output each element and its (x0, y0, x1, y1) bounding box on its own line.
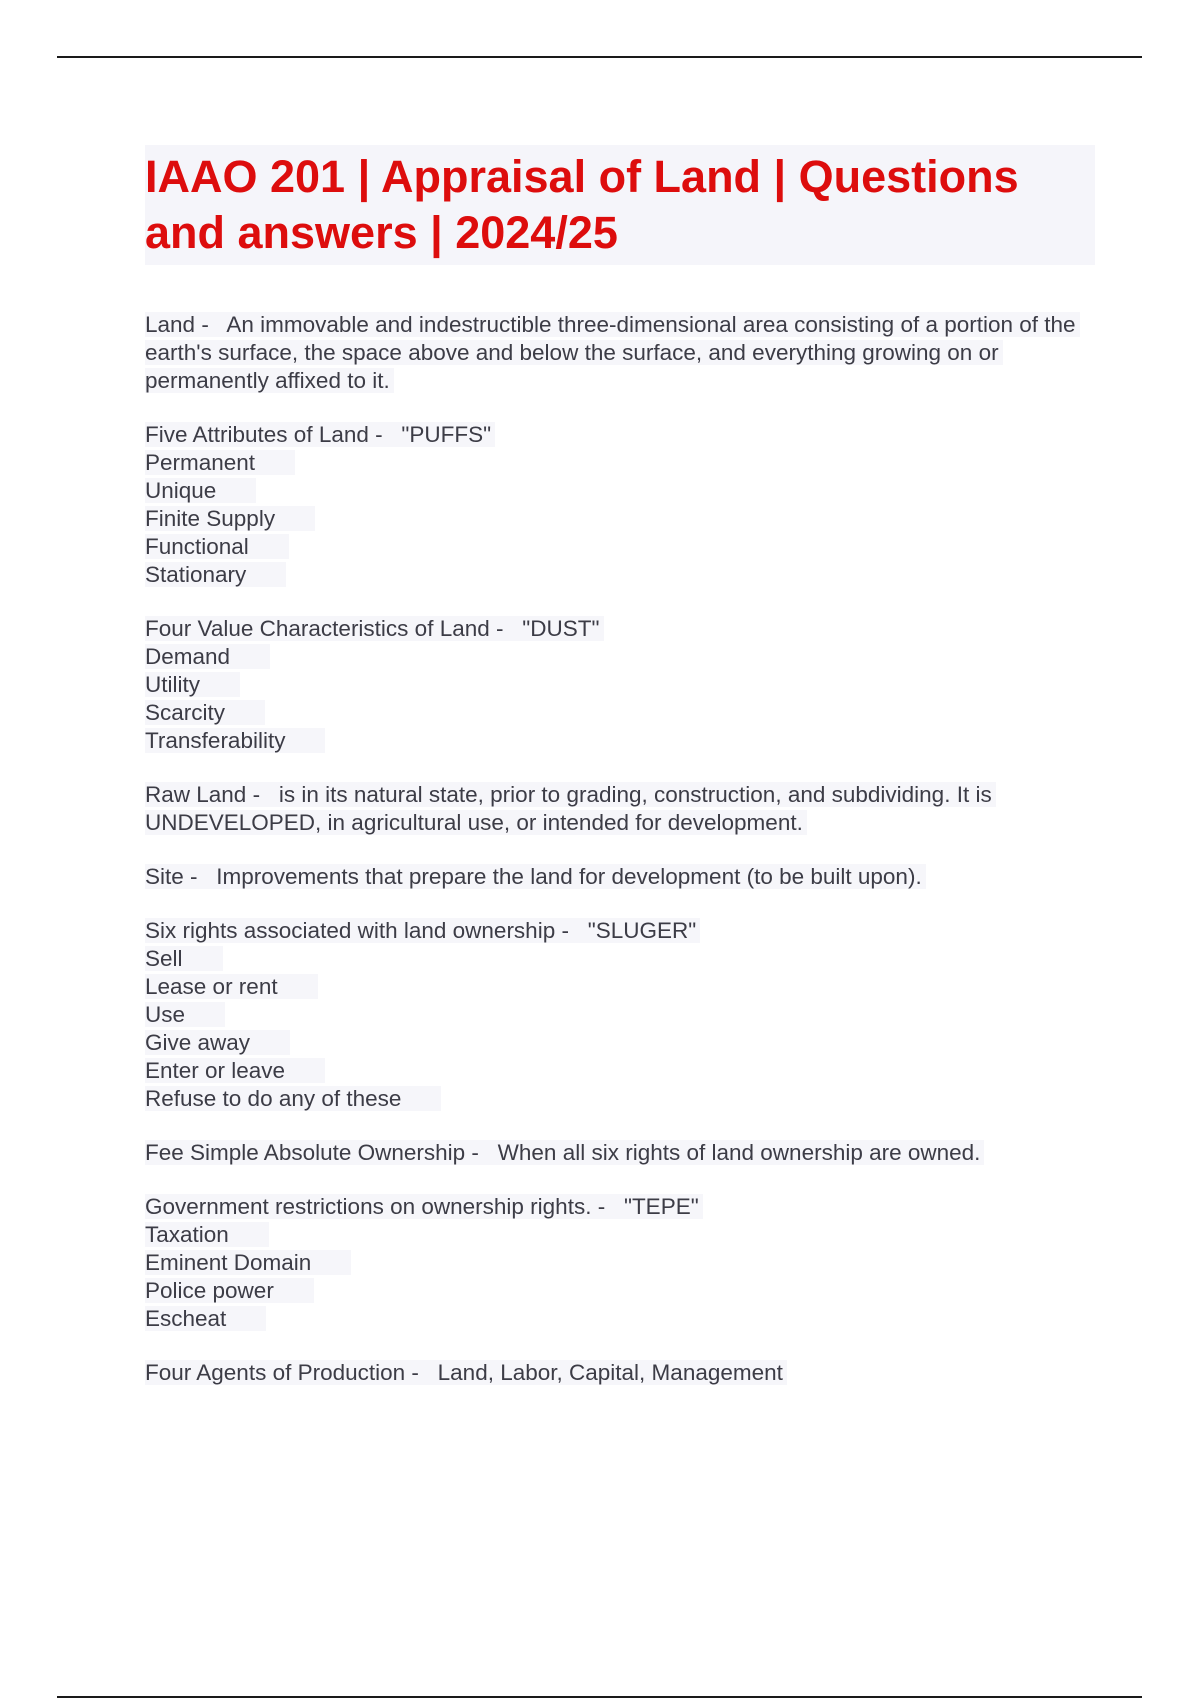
card-term: Four Agents of Production (145, 1360, 406, 1385)
flashcard: Raw Land - is in its natural state, prior to grading, construction, and subdividing. It is UNDEVELOPED, in agricultural use, or intended for development. (145, 781, 1095, 837)
list-item: Escheat (145, 1305, 1095, 1333)
card-definition: When all six rights of land ownership are owned. (497, 1140, 981, 1165)
flashcard: Government restrictions on ownership rights. - "TEPE" Taxation Eminent Domain Police power Escheat (145, 1193, 1095, 1333)
list-item: Unique (145, 477, 1095, 505)
list-item: Eminent Domain (145, 1249, 1095, 1277)
flashcard: Land - An immovable and indestructible three-dimensional area consisting of a portion of the earth's surface, the space above and below the surface, and everything growing on or permanently affixed to it. (145, 311, 1095, 395)
card-definition: Land, Labor, Capital, Management (437, 1360, 783, 1385)
list-item: Sell (145, 945, 1095, 973)
bottom-rule (57, 1696, 1142, 1698)
card-definition: "TEPE" (623, 1194, 699, 1219)
list-item: Transferability (145, 727, 1095, 755)
title-block (145, 145, 1095, 265)
flashcard: Site - Improvements that prepare the land for development (to be built upon). (145, 863, 1095, 891)
flashcard: Four Agents of Production - Land, Labor, Capital, Management (145, 1359, 1095, 1387)
list-item: Stationary (145, 561, 1095, 589)
card-term: Land (145, 312, 196, 337)
list-item: Lease or rent (145, 973, 1095, 1001)
card-term: Site (145, 864, 184, 889)
card-term: Six rights associated with land ownership (145, 918, 556, 943)
list-item: Utility (145, 671, 1095, 699)
list-item: Use (145, 1001, 1095, 1029)
list-item: Functional (145, 533, 1095, 561)
list-item: Permanent (145, 449, 1095, 477)
card-definition: "SLUGER" (587, 918, 697, 943)
list-item: Refuse to do any of these (145, 1085, 1095, 1113)
flashcard: Fee Simple Absolute Ownership - When all six rights of land ownership are owned. (145, 1139, 1095, 1167)
card-term: Government restrictions on ownership rights. (145, 1194, 592, 1219)
list-item: Enter or leave (145, 1057, 1095, 1085)
card-definition: "PUFFS" (401, 422, 492, 447)
top-rule (57, 56, 1142, 58)
list-item: Demand (145, 643, 1095, 671)
card-term: Four Value Characteristics of Land (145, 616, 490, 641)
list-item: Finite Supply (145, 505, 1095, 533)
flashcard: Four Value Characteristics of Land - "DUST" Demand Utility Scarcity Transferability (145, 615, 1095, 755)
flashcard: Six rights associated with land ownership - "SLUGER" Sell Lease or rent Use Give away Enter or leave Refuse to do any of these (145, 917, 1095, 1113)
card-definition: An immovable and indestructible three-dimensional area consisting of a portion of the earth's surface, the space above and below the surface, and everything growing on or permanently affixed to it. (145, 312, 1076, 393)
card-term: Raw Land (145, 782, 247, 807)
card-definition: Improvements that prepare the land for development (to be built upon). (216, 864, 922, 889)
list-item: Taxation (145, 1221, 1095, 1249)
list-item: Police power (145, 1277, 1095, 1305)
card-term: Five Attributes of Land (145, 422, 369, 447)
card-term: Fee Simple Absolute Ownership (145, 1140, 466, 1165)
document-body (145, 145, 1095, 1413)
list-item: Give away (145, 1029, 1095, 1057)
document-title: IAAO 201 | Appraisal of Land | Questions and answers | 2024/25 (145, 151, 1019, 258)
list-item: Scarcity (145, 699, 1095, 727)
card-definition: "DUST" (522, 616, 600, 641)
flashcard: Five Attributes of Land - "PUFFS" Permanent Unique Finite Supply Functional Stationary (145, 421, 1095, 589)
card-definition: is in its natural state, prior to grading, construction, and subdividing. It is UNDEVELOPED, in agricultural use, or intended for development. (145, 782, 992, 835)
